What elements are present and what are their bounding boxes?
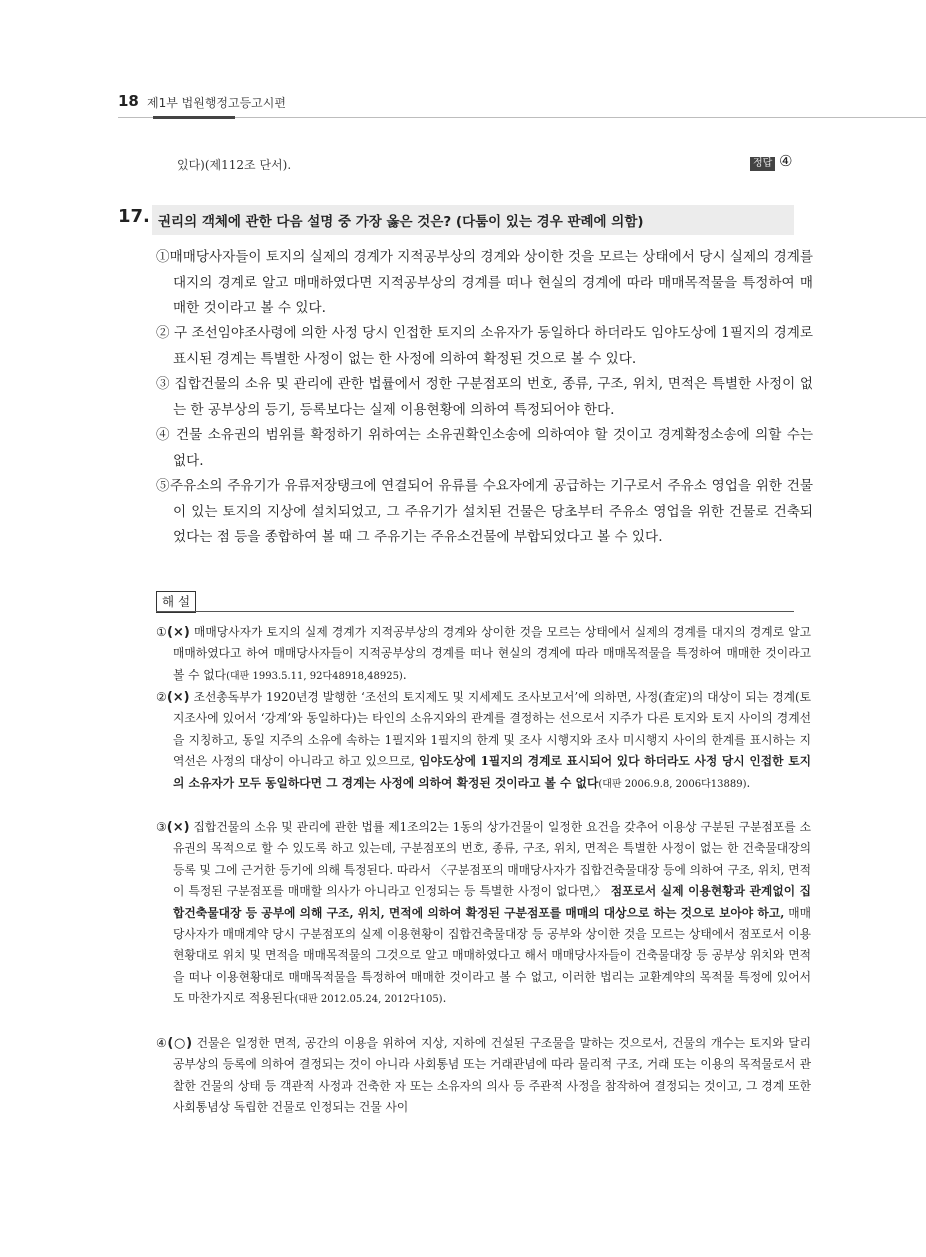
explanation-item-4: [156, 1033, 811, 1119]
explanation-label: 해 설: [156, 591, 196, 613]
citation: (대판 2006.9.8, 2006다13889): [598, 778, 747, 790]
explanation-divider: [156, 611, 794, 612]
question-number: 17.: [118, 206, 150, 227]
item-number: ③: [156, 820, 167, 834]
option-1: ①매매당사자들이 토지의 실제의 경계가 지적공부상의 경계와 상이한 것을 모르는 상태에서 당시 실제의 경계를 대지의 경계로 알고 매매하였다면 지적공부상의 경계를 떠나 현실의 경계에 따라 매매목적물을 특정하여 매매한 것이라고 볼 수 있다.: [156, 249, 813, 316]
question-text: 권리의 객체에 관한 다음 설명 중 가장 옳은 것은? (다툼이 있는 경우 판례에 의함): [158, 214, 644, 230]
citation: (대판 1993.5.11, 92다48918,48925): [226, 670, 403, 682]
answer-badge: 정답: [750, 157, 775, 171]
previous-explanation-tail: 있다)(제112조 단서).: [177, 158, 292, 172]
item-text: 조선총독부가 1920년경 발행한 ‘조선의 토지제도 및 지세제도 조사보고서’에 의하면, 사정(査定)의 대상이 되는 경계(토지조사에 있어서 ‘강계’와 동일하다)는 타인의 소유지와의 관계를 결정하는 선으로서 지주가 다른 토지와 토지 사이의 경계선을 지칭하고, 동일 지주의 소유에 속하는 1필지와 1필지의 한계 및 조사 시행지와 조사 미시행지 사이의 한계를 표시하는 지역선은 사정의 대상이 아니라고 하고 있으므로,: [173, 690, 811, 769]
page-number: 18: [118, 92, 139, 110]
item-bold-text: 임야도상에 1필지의 경계로 표시되어 있다 하더라도 사정 당시 인접한 토지의 소유자가 모두 동일하다면 그 경계는 사정에 의하여 확정된 것이라고 볼 수 없다: [173, 754, 811, 790]
item-text: 집합건물의 소유 및 관리에 관한 법률 제1조의2는 1동의 상가건물이 일정한 요건을 갖추어 이용상 구분된 구분점포를 소유권의 목적으로 할 수 있도록 하고 있는데, 구분점포의 번호, 종류, 구조, 위치, 면적은 특별한 사정이 없는 한 건축물대장의 등록 및 그에 근거한 등기에 의해 특정된다. 따라서 〈구분점포의 매매당사자가 집합건축물대장 등에 의하여 구조, 위치, 면적이 특정된 구분점포를 매매할 의사가 아니라고 인정되는 등 특별한 사정이 없다면,〉: [173, 820, 812, 899]
part-title: 제1부 법원행정고등고시편: [147, 96, 286, 110]
option-4: ④ 건물 소유권의 범위를 확정하기 위하여는 소유권확인소송에 의하여야 할 것이고 경계확정소송에 의할 수는 없다.: [156, 427, 813, 469]
explanation-item-1: [156, 622, 811, 687]
explanation-item-2: [156, 687, 811, 795]
item-mark: (×): [166, 690, 190, 705]
item-mark: (×): [166, 820, 190, 835]
item-text: 매매당사자가 토지의 실제 경계가 지적공부상의 경계와 상이한 것을 모르는 상태에서 실제의 경계를 대지의 경계로 알고 매매하였다고 하여 매매당사자들이 지적공부상의 경계를 떠나 현실의 경계에 따라 매매목적물을 특정하여 매매한 것이라고 볼 수 없다: [173, 625, 811, 682]
item-number: ④: [156, 1036, 168, 1050]
item-end: .: [746, 775, 751, 790]
item-mark: (○): [167, 1036, 193, 1051]
option-3: ③ 집합건물의 소유 및 관리에 관한 법률에서 정한 구분점포의 번호, 종류, 구조, 위치, 면적은 특별한 사정이 없는 한 공부상의 등기, 등록보다는 실제 이용현황에 의하여 특정되어야 한다.: [156, 376, 813, 418]
item-number: ①: [156, 625, 168, 639]
item-text-continued: 매매당사자가 매매계약 당시 구분점포의 실제 이용현황이 집합건축물대장 등 공부와 상이한 것을 모르는 상태에서 점포로서 이용현황대로 위치 및 면적을 매매목적물의 그것으로 알고 매매하였다고 해서 매매당사자들이 건축물대장 등 공부상 위치와 면적을 떠나 이용현황대로 매매목적물을 특정하여 매매한 것이라고 볼 수 없고, 이러한 법리는 교환계약의 목적물 특정에 있어서도 마찬가지로 적용된다: [173, 905, 811, 1006]
item-end: .: [442, 991, 447, 1006]
item-end: .: [402, 667, 407, 682]
answer-value: ④: [779, 152, 793, 170]
option-2: ② 구 조선임야조사령에 의한 사정 당시 인접한 토지의 소유자가 동일하다 하더라도 임야도상에 1필지의 경계로 표시된 경계는 특별한 사정이 없는 한 사정에 의하여 확정된 것으로 볼 수 있다.: [156, 325, 813, 367]
item-bold-text: 점포로서 실제 이용현황과 관계없이 집합건축물대장 등 공부에 의해 구조, 위치, 면적에 의하여 확정된 구분점포를 매매의 대상으로 하는 것으로 보아야 하고,: [173, 884, 811, 920]
item-text: 건물은 일정한 면적, 공간의 이용을 위하여 지상, 지하에 건설된 구조물을 말하는 것으로서, 건물의 개수는 토지와 달리 공부상의 등록에 의하여 결정되는 것이 아니라 사회통념 또는 거래관념에 따라 물리적 구조, 거래 또는 이용의 목적물로서 관찰한 건물의 상태 등 객관적 사정과 건축한 자 또는 소유자의 의사 등 주관적 사정을 참작하여 결정되는 것이고, 그 경계 또한 사회통념상 독립한 건물로 인정되는 건물 사이: [173, 1036, 811, 1115]
option-5: ⑤주유소의 주유기가 유류저장탱크에 연결되어 유류를 수요자에게 공급하는 기구로서 주유소 영업을 위한 건물이 있는 토지의 지상에 설치되었고, 그 주유기가 설치된 건물은 당초부터 주유소 영업을 위한 건물로 건축되었다는 점 등을 종합하여 볼 때 그 주유기는 주유소건물에 부합되었다고 볼 수 있다.: [156, 478, 813, 545]
explanation-item-3: [156, 817, 811, 1011]
item-number: ②: [156, 690, 167, 704]
item-mark: (×): [167, 625, 190, 640]
header-accent-bar: [153, 116, 235, 119]
header-divider: [118, 117, 926, 118]
citation: (대판 2012.05.24, 2012다105): [294, 994, 443, 1006]
